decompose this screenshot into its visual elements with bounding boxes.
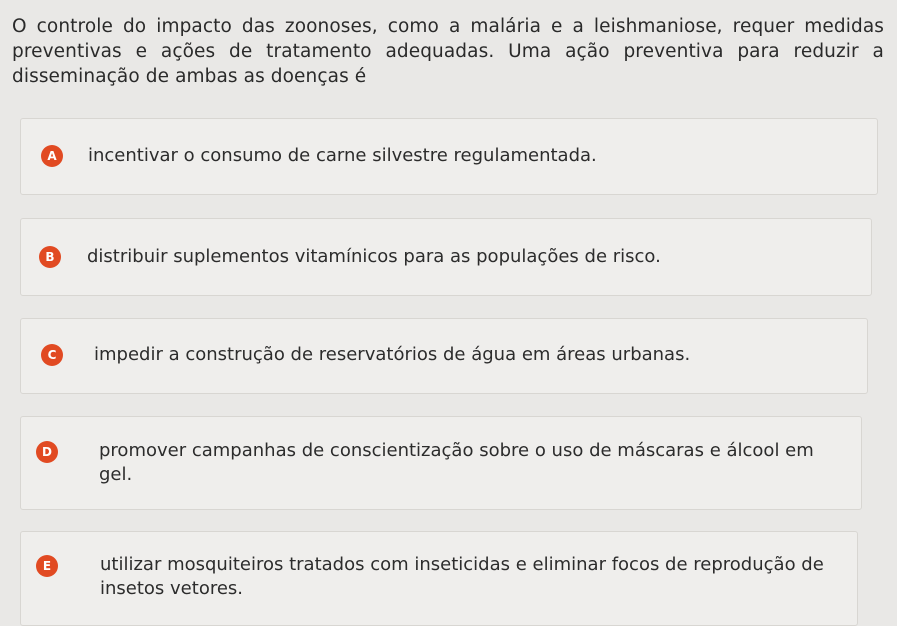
option-letter-badge: A — [41, 145, 63, 167]
option-text: promover campanhas de conscientização sobre o uso de máscaras e álcool em gel. — [99, 440, 814, 485]
option-letter-badge: B — [39, 246, 61, 268]
option-text: incentivar o consumo de carne silvestre regulamentada. — [88, 145, 597, 166]
option-b[interactable] — [20, 218, 872, 296]
option-text: utilizar mosquiteiros tratados com inseticidas e eliminar focos de reprodução de insetos vetores. — [100, 554, 824, 599]
option-letter-badge: D — [36, 441, 58, 463]
option-c[interactable] — [20, 318, 868, 394]
option-a[interactable] — [20, 118, 878, 195]
option-text: distribuir suplementos vitamínicos para as populações de risco. — [87, 246, 661, 267]
option-letter-badge: E — [36, 555, 58, 577]
question-text: O controle do impacto das zoonoses, como a malária e a leishmaniose, requer medidas preventivas e ações de tratamento adequadas. Uma ação preventiva para reduzir a disseminação de ambas as doenças é — [12, 16, 884, 87]
option-d[interactable] — [20, 416, 862, 510]
option-letter-badge: C — [41, 344, 63, 366]
option-e[interactable] — [20, 531, 858, 626]
option-text: impedir a construção de reservatórios de água em áreas urbanas. — [94, 344, 691, 365]
